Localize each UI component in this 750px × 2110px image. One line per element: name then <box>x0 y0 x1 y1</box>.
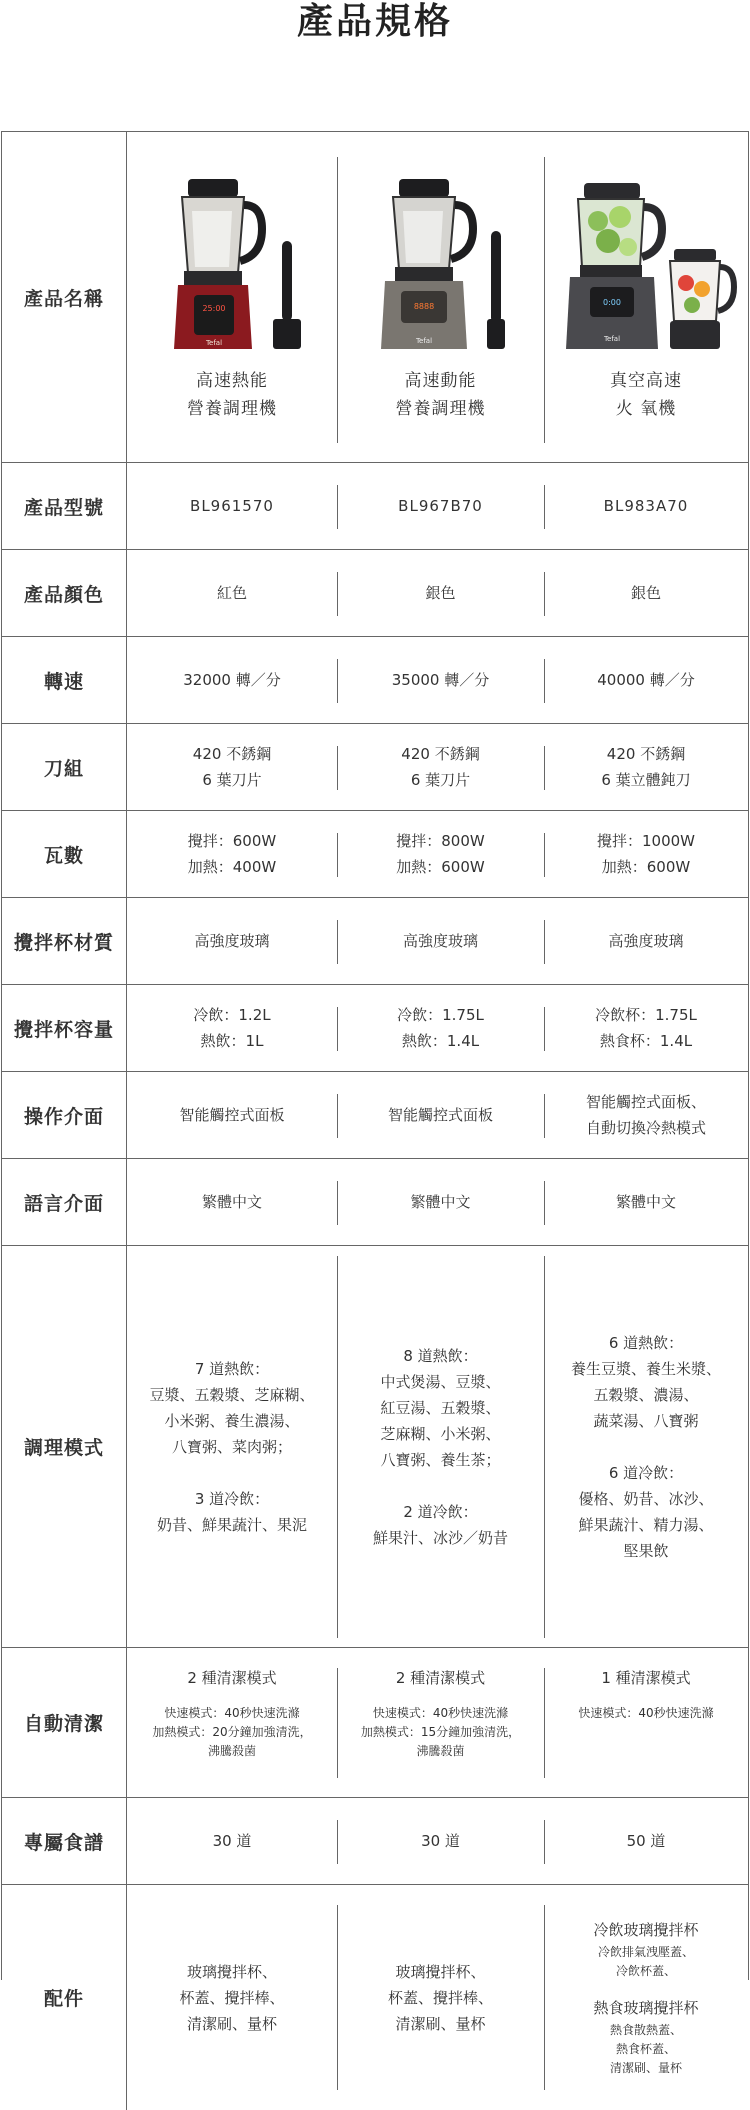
row-cleaning <box>2 1648 748 1798</box>
model-value: BL967B70 <box>398 497 483 515</box>
product-cell-1 <box>127 132 337 462</box>
capacity-line: 熱飲：1L <box>200 1032 264 1050</box>
blade-value <box>127 724 337 810</box>
interface-line: 智能觸控式面板、 <box>585 1093 706 1111</box>
interface-line: 自動切換冷熱模式 <box>585 1119 706 1137</box>
speed-value: 32000 轉／分 <box>183 671 281 689</box>
interface-line: 智能觸控式面板 <box>387 1106 493 1124</box>
spec-table <box>1 131 749 2075</box>
row-accessories <box>2 1885 748 2110</box>
accessories-value <box>337 1885 544 2110</box>
label-color: 產品顏色 <box>2 550 127 636</box>
row-capacity <box>2 985 748 1072</box>
label-cleaning: 自動清潔 <box>2 1648 127 1797</box>
modes-line: 養生豆漿、養生米漿、 <box>570 1359 721 1378</box>
label-watt: 瓦數 <box>2 811 127 897</box>
row-speed <box>2 637 748 724</box>
capacity-value <box>127 985 337 1071</box>
watt-line: 加熱：600W <box>601 858 691 876</box>
accessories-line: 玻璃攪拌杯、 <box>186 1962 277 1981</box>
capacity-line: 熱飲：1.4L <box>401 1032 480 1050</box>
label-speed: 轉速 <box>2 637 127 723</box>
row-watt <box>2 811 748 898</box>
label-language: 語言介面 <box>2 1159 127 1245</box>
label-accessories: 配件 <box>2 1885 127 2110</box>
product-cell-3 <box>544 132 748 462</box>
modes-hot-title: 7 道熱飲： <box>194 1359 270 1378</box>
modes-line: 八寶粥、養生茶； <box>380 1450 501 1469</box>
svg-text:0:00: 0:00 <box>603 298 621 307</box>
accessories-line: 清潔刷、量杯 <box>186 2014 277 2033</box>
modes-value <box>127 1246 337 1647</box>
recipes-value: 30 道 <box>212 1832 252 1850</box>
modes-line: 鮮果蔬汁、精力湯、 <box>578 1515 714 1534</box>
accessories-line: 清潔刷、量杯 <box>609 2061 682 2075</box>
label-blade: 刀組 <box>2 724 127 810</box>
watt-line: 加熱：400W <box>187 858 277 876</box>
modes-value <box>337 1246 544 1647</box>
recipes-value: 50 道 <box>626 1832 666 1850</box>
blade-value <box>337 724 544 810</box>
modes-line: 鮮果汁、冰沙／奶昔 <box>372 1528 508 1547</box>
page-title: 產品規格 <box>296 1 453 42</box>
modes-line: 豆漿、五穀漿、芝麻糊、 <box>149 1385 315 1404</box>
accessories-value <box>127 1885 337 2110</box>
cleaning-line: 沸騰殺菌 <box>207 1744 256 1758</box>
product-name-line: 營養調理機 <box>395 399 486 419</box>
cleaning-line: 加熱模式：15分鐘加強清洗， <box>360 1725 521 1739</box>
material-value: 高強度玻璃 <box>194 932 270 950</box>
accessories-hot-title: 熱食玻璃攪拌杯 <box>593 1999 699 2017</box>
interface-line: 智能觸控式面板 <box>179 1106 285 1124</box>
watt-value <box>337 811 544 897</box>
capacity-line: 冷飲：1.75L <box>397 1006 484 1024</box>
cleaning-line: 快速模式：40秒快速洗滌 <box>164 1706 300 1720</box>
capacity-line: 冷飲：1.2L <box>193 1006 271 1024</box>
recipes-value: 30 道 <box>421 1832 460 1850</box>
color-value: 紅色 <box>216 584 247 602</box>
watt-line: 攪拌：600W <box>187 832 277 850</box>
accessories-value <box>544 1885 748 2110</box>
interface-value <box>544 1072 748 1158</box>
row-product-name <box>2 132 748 463</box>
cleaning-value <box>127 1648 337 1797</box>
modes-cold-title: 2 道冷飲： <box>403 1502 478 1521</box>
watt-value <box>544 811 748 897</box>
speed-value: 40000 轉／分 <box>597 671 695 689</box>
language-value: 繁體中文 <box>615 1193 676 1211</box>
modes-line: 五穀漿、濃湯、 <box>593 1385 699 1404</box>
accessories-line: 熱食散熱蓋、 <box>609 2023 682 2037</box>
watt-line: 攪拌：800W <box>396 832 485 850</box>
silver-heating-blender-image <box>341 171 541 361</box>
interface-value <box>127 1072 337 1158</box>
red-heating-blender-image <box>132 171 332 361</box>
red-heating-blender-icon <box>132 171 332 361</box>
vacuum-blender-with-jar-icon <box>546 171 746 361</box>
row-color <box>2 550 748 637</box>
blade-line: 6 葉立體鈍刀 <box>601 771 691 789</box>
language-value: 繁體中文 <box>410 1193 471 1211</box>
modes-line: 紅豆湯、五穀漿、 <box>380 1398 501 1417</box>
language-value: 繁體中文 <box>201 1193 262 1211</box>
modes-line: 奶昔、鮮果蔬汁、果泥 <box>156 1515 307 1534</box>
product-name-line: 營養調理機 <box>187 399 277 419</box>
modes-cold-title: 3 道冷飲： <box>194 1489 270 1508</box>
svg-text:8888: 8888 <box>413 302 434 311</box>
row-interface <box>2 1072 748 1159</box>
modes-line: 堅果飲 <box>623 1541 669 1560</box>
modes-value <box>544 1246 748 1647</box>
vacuum-blender-image <box>546 171 746 361</box>
capacity-line: 冷飲杯：1.75L <box>595 1006 697 1024</box>
row-model <box>2 463 748 550</box>
material-value: 高強度玻璃 <box>608 932 684 950</box>
watt-value <box>127 811 337 897</box>
blade-line: 420 不銹鋼 <box>401 745 480 763</box>
speed-value: 35000 轉／分 <box>391 671 490 689</box>
color-value: 銀色 <box>630 584 661 602</box>
modes-hot-title: 8 道熱飲： <box>403 1346 478 1365</box>
cleaning-value <box>544 1648 748 1797</box>
accessories-line: 杯蓋、攪拌棒、 <box>387 1988 493 2007</box>
modes-line: 中式煲湯、豆漿、 <box>380 1372 501 1391</box>
blade-line: 6 葉刀片 <box>202 771 262 789</box>
model-value: BL983A70 <box>603 497 689 515</box>
modes-line: 芝麻糊、小米粥、 <box>380 1424 501 1443</box>
accessories-line: 冷飲杯蓋、 <box>615 1964 676 1978</box>
row-recipes <box>2 1798 748 1885</box>
svg-text:25:00: 25:00 <box>202 304 226 313</box>
accessories-line: 冷飲排氣洩壓蓋、 <box>597 1945 694 1959</box>
watt-line: 加熱：600W <box>396 858 485 876</box>
modes-hot-title: 6 道熱飲： <box>608 1333 684 1352</box>
cleaning-title: 2 種清潔模式 <box>187 1669 277 1687</box>
watt-line: 攪拌：1000W <box>596 832 695 850</box>
row-blade <box>2 724 748 811</box>
cleaning-line: 加熱模式：20分鐘加強清洗， <box>152 1725 312 1739</box>
cleaning-title: 2 種清潔模式 <box>395 1669 486 1687</box>
label-model: 產品型號 <box>2 463 127 549</box>
capacity-value <box>544 985 748 1071</box>
product-cell-2 <box>337 132 544 462</box>
accessories-line: 熱食杯蓋、 <box>615 2042 676 2056</box>
modes-line: 優格、奶昔、冰沙、 <box>578 1489 714 1508</box>
modes-line: 八寶粥、菜肉粥； <box>171 1437 292 1456</box>
blade-line: 420 不銹鋼 <box>606 745 686 763</box>
capacity-value <box>337 985 544 1071</box>
accessories-line: 清潔刷、量杯 <box>395 2014 486 2033</box>
modes-line: 蔬菜湯、八寶粥 <box>593 1411 699 1430</box>
interface-value <box>337 1072 544 1158</box>
label-product-name: 產品名稱 <box>2 132 127 462</box>
blade-line: 6 葉刀片 <box>410 771 471 789</box>
model-value: BL961570 <box>190 497 274 515</box>
row-material <box>2 898 748 985</box>
modes-line: 小米粥、養生濃湯、 <box>164 1411 300 1430</box>
label-modes: 調理模式 <box>2 1246 127 1647</box>
modes-cold-title: 6 道冷飲： <box>608 1463 684 1482</box>
label-material: 攪拌杯材質 <box>2 898 127 984</box>
svg-text:Tefal: Tefal <box>205 339 223 347</box>
cleaning-line: 快速模式：40秒快速洗滌 <box>372 1706 509 1720</box>
row-modes <box>2 1246 748 1648</box>
product-name-line: 火 氧機 <box>615 399 677 419</box>
product-name-line: 高速熱能 <box>196 371 268 391</box>
product-name-line: 高速動能 <box>404 371 477 391</box>
cleaning-value <box>337 1648 544 1797</box>
svg-text:Tefal: Tefal <box>415 337 432 345</box>
blade-line: 420 不銹鋼 <box>192 745 272 763</box>
capacity-line: 熱食杯：1.4L <box>599 1032 693 1050</box>
accessories-cold-title: 冷飲玻璃攪拌杯 <box>593 1921 699 1939</box>
silver-heating-blender-icon <box>341 171 541 361</box>
accessories-line: 杯蓋、攪拌棒、 <box>179 1988 285 2007</box>
label-recipes: 專屬食譜 <box>2 1798 127 1884</box>
cleaning-title: 1 種清潔模式 <box>601 1669 691 1687</box>
label-capacity: 攪拌杯容量 <box>2 985 127 1071</box>
svg-text:Tefal: Tefal <box>603 335 621 343</box>
accessories-line: 玻璃攪拌杯、 <box>395 1962 486 1981</box>
row-language <box>2 1159 748 1246</box>
cleaning-line: 快速模式：40秒快速洗滌 <box>578 1706 714 1720</box>
material-value: 高強度玻璃 <box>402 932 478 950</box>
blade-value <box>544 724 748 810</box>
label-interface: 操作介面 <box>2 1072 127 1158</box>
color-value: 銀色 <box>425 584 456 602</box>
cleaning-line: 沸騰殺菌 <box>416 1744 465 1758</box>
product-name-line: 真空高速 <box>610 371 682 391</box>
